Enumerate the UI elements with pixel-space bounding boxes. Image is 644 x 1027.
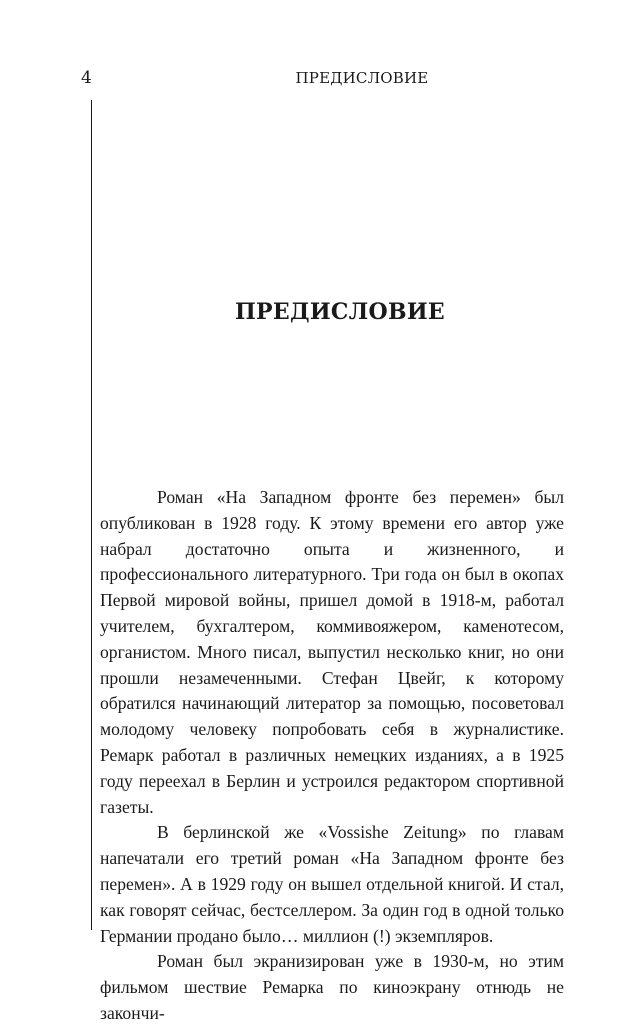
body-text (100, 485, 564, 1027)
running-header-title: ПРЕДИСЛОВИЕ (295, 69, 429, 87)
chapter-title: ПРЕДИСЛОВИЕ (234, 299, 445, 325)
page-number: 4 (81, 68, 92, 88)
paragraph-3: Роман был экранизирован уже в 1930-м, но этим фильмом шествие Ремарка по киноэкрану отнюдь не закончи- (100, 951, 564, 1023)
paragraph-2: В берлинской же «Vossishe Zeitung» по главам напечатали его третий роман «На Западном фронте без перемен». А в 1929 году он вышел отдельной книгой. И стал, как говорят сейчас, бестселлером. За один год в одной только Германии продано было… миллион (!) экземпляров. (100, 822, 564, 946)
margin-rule (91, 100, 92, 930)
paragraph-1: Роман «На Западном фронте без перемен» был опубликован в 1928 году. К этому времени его автор уже набрал достаточно опыта и жизненного, и профессионального литературного. Три года он был в окопах Первой мировой войны, пришел домой в 1918-м, работал учителем, бухгалтером, коммивояжером, каменотесом, органистом. Много писал, выпустил несколько книг, но они прошли незамеченными. Стефан Цвейг, к которому обратился начинающий литератор за помощью, посоветовал молодому человеку попробовать себя в журналистике. Ремарк работал в различных немецких изданиях, а в 1925 году переехал в Берлин и устроился редактором спортивной газеты. (100, 487, 564, 817)
